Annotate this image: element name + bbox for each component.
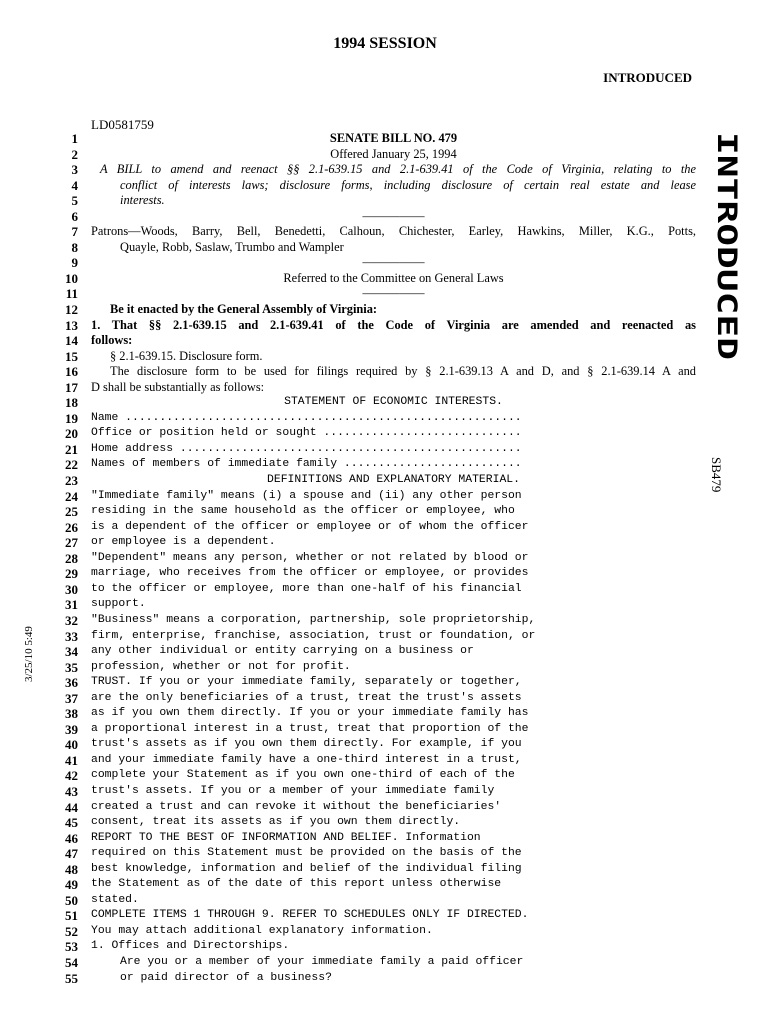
line-text: or paid director of a business?: [120, 971, 332, 984]
line-number: 34: [65, 644, 78, 660]
line-text: Offered January 25, 1994: [330, 146, 457, 161]
line-number: 44: [65, 799, 78, 815]
bill-line: [0, 800, 770, 816]
line-text: "Dependent" means any person, whether or not related by blood or: [91, 551, 529, 564]
line-number: 31: [65, 597, 78, 613]
line-number: 48: [65, 861, 78, 877]
line-text: trust's assets as if you own them directly. For example, if you: [91, 738, 522, 751]
line-number: 18: [65, 395, 78, 411]
bill-line: [0, 955, 770, 971]
line-number: 38: [65, 706, 78, 722]
line-text: Referred to the Committee on General Laws: [283, 270, 504, 285]
line-text: —————: [362, 208, 425, 223]
line-number: 21: [65, 441, 78, 457]
bill-line: [0, 178, 770, 194]
bill-line: [0, 271, 770, 287]
bill-line: [0, 457, 770, 473]
line-number: 54: [65, 954, 78, 970]
line-text: trust's assets. If you or a member of your immediate family: [91, 784, 495, 797]
line-number: 4: [71, 177, 78, 193]
bill-line: [0, 613, 770, 629]
line-number: 28: [65, 550, 78, 566]
bill-line: [0, 815, 770, 831]
bill-line: [0, 442, 770, 458]
bill-line: [0, 255, 770, 271]
line-text: TRUST. If you or your immediate family, separately or together,: [91, 676, 522, 689]
bill-line: [0, 971, 770, 987]
bill-line: [0, 473, 770, 489]
bill-line: [0, 737, 770, 753]
line-text: Name ..........................................................: [91, 411, 522, 424]
line-text: to the officer or employee, more than one-half of his financial: [91, 582, 522, 595]
timestamp-text: 3/25/10 5:49: [23, 626, 35, 682]
line-text: You may attach additional explanatory information.: [91, 924, 433, 937]
line-number: 1: [71, 131, 78, 146]
line-text: as if you own them directly. If you or your immediate family has: [91, 707, 529, 720]
bill-line: [0, 846, 770, 862]
bill-line: [0, 644, 770, 660]
line-number: 43: [65, 783, 78, 799]
bill-line: [0, 489, 770, 505]
line-text: and your immediate family have a one-third interest in a trust,: [91, 753, 522, 766]
bill-line: [0, 318, 770, 334]
line-text: DEFINITIONS AND EXPLANATORY MATERIAL.: [267, 474, 520, 487]
bill-line: [0, 209, 770, 225]
bill-line: [0, 504, 770, 520]
bill-line: [0, 147, 770, 163]
line-number: 2: [71, 146, 78, 162]
line-text: is a dependent of the officer or employee or of whom the officer: [91, 520, 529, 533]
vertical-status-text: INTRODUCED: [711, 132, 742, 295]
line-number: 26: [65, 519, 78, 535]
line-number: 23: [65, 473, 78, 489]
bill-line: [0, 629, 770, 645]
line-number: 16: [65, 364, 78, 380]
bill-line: [0, 862, 770, 878]
line-number: 55: [65, 970, 78, 986]
line-text: D shall be substantially as follows:: [91, 379, 265, 394]
line-text: conflict of interests laws; disclosure forms, including disclosure of certain real estate and lease: [120, 177, 696, 192]
bill-line: [0, 768, 770, 784]
bill-line: [0, 224, 770, 240]
line-text: best knowledge, information and belief of the individual filing: [91, 862, 522, 875]
line-text: follows:: [91, 333, 133, 348]
bill-line: [0, 706, 770, 722]
line-text: Be it enacted by the General Assembly of Virginia:: [110, 302, 378, 317]
line-number: 50: [65, 892, 78, 908]
line-number: 37: [65, 690, 78, 706]
line-text: complete your Statement as if you own one-third of each of the: [91, 769, 515, 782]
line-text: Patrons—Woods, Barry, Bell, Benedetti, Calhoun, Chichester, Earley, Hawkins, Miller, K.G., Potts,: [91, 224, 696, 239]
line-text: "Business" means a corporation, partnership, sole proprietorship,: [91, 613, 536, 626]
line-number: 49: [65, 877, 78, 893]
bill-line: [0, 395, 770, 411]
line-number: 14: [65, 333, 78, 349]
bill-line: [0, 240, 770, 256]
line-number: 12: [65, 302, 78, 318]
bill-line: [0, 535, 770, 551]
line-number: 52: [65, 923, 78, 939]
line-text: The disclosure form to be used for filings required by § 2.1-639.13 A and D, and § 2.1-639.14 A and: [110, 364, 696, 379]
line-number: 11: [65, 286, 78, 302]
line-number: 8: [71, 239, 78, 255]
line-text: 1. That §§ 2.1-639.15 and 2.1-639.41 of the Code of Virginia are amended and reenacted as: [91, 317, 696, 332]
line-number: 22: [65, 457, 78, 473]
line-number: 3: [71, 162, 78, 178]
bill-line: [0, 831, 770, 847]
line-number: 42: [65, 768, 78, 784]
bill-line: [0, 784, 770, 800]
line-number: 39: [65, 721, 78, 737]
bill-line: [0, 908, 770, 924]
line-text: —————: [362, 286, 425, 301]
ld-number: LD0581759: [91, 117, 154, 132]
bill-line: [0, 380, 770, 396]
line-number: 46: [65, 830, 78, 846]
line-text: a proportional interest in a trust, treat that proportion of the: [91, 722, 529, 735]
line-number: 10: [65, 270, 78, 286]
line-text: STATEMENT OF ECONOMIC INTERESTS.: [284, 396, 503, 409]
line-number: 7: [71, 224, 78, 240]
line-number: 45: [65, 815, 78, 831]
line-number: 35: [65, 659, 78, 675]
bill-line: [0, 411, 770, 427]
line-text: any other individual or entity carrying on a business or: [91, 645, 474, 658]
line-text: are the only beneficiaries of a trust, treat the trust's assets: [91, 691, 522, 704]
bill-line: [0, 551, 770, 567]
line-text: the Statement as of the date of this report unless otherwise: [91, 878, 502, 891]
bill-line: [0, 877, 770, 893]
line-text: support.: [91, 598, 146, 611]
bill-line: [0, 131, 770, 147]
bill-line: [0, 675, 770, 691]
line-text: COMPLETE ITEMS 1 THROUGH 9. REFER TO SCHEDULES ONLY IF DIRECTED.: [91, 909, 529, 922]
bill-line: [0, 582, 770, 598]
line-text: REPORT TO THE BEST OF INFORMATION AND BELIEF. Information: [91, 831, 481, 844]
line-number: 15: [65, 348, 78, 364]
line-number: 9: [71, 255, 78, 271]
line-text: residing in the same household as the officer or employee, who: [91, 505, 515, 518]
line-text: marriage, who receives from the officer or employee, or provides: [91, 567, 529, 580]
line-number: 30: [65, 581, 78, 597]
line-text: SENATE BILL NO. 479: [329, 131, 458, 145]
line-number: 47: [65, 846, 78, 862]
bill-line: [0, 333, 770, 349]
bill-id-text: SB479: [709, 457, 724, 493]
line-text: firm, enterprise, franchise, association, trust or foundation, or: [91, 629, 536, 642]
line-text: —————: [362, 255, 425, 270]
line-number: 17: [65, 379, 78, 395]
bill-body: [0, 131, 770, 986]
bill-line: [0, 660, 770, 676]
bill-line: [0, 286, 770, 302]
line-text: Office or position held or sought .............................: [91, 427, 522, 440]
bill-line: [0, 364, 770, 380]
line-number: 40: [65, 737, 78, 753]
line-number: 25: [65, 504, 78, 520]
line-number: 51: [65, 908, 78, 924]
line-text: A BILL to amend and reenact §§ 2.1-639.15 and 2.1-639.41 of the Code of Virginia, relating to the: [100, 162, 696, 177]
bill-line: [0, 722, 770, 738]
bill-line: [0, 597, 770, 613]
status-label: INTRODUCED: [603, 70, 692, 85]
bill-line: [0, 349, 770, 365]
bill-line: [0, 566, 770, 582]
line-number: 24: [65, 488, 78, 504]
line-text: 1. Offices and Directorships.: [91, 940, 290, 953]
bill-line: [0, 753, 770, 769]
bill-line: [0, 691, 770, 707]
bill-line: [0, 426, 770, 442]
line-number: 19: [65, 410, 78, 426]
line-text: profession, whether or not for profit.: [91, 660, 351, 673]
bill-line: [0, 520, 770, 536]
line-number: 41: [65, 752, 78, 768]
session-title: 1994 SESSION: [333, 35, 437, 52]
bill-line: [0, 924, 770, 940]
line-text: or employee is a dependent.: [91, 536, 276, 549]
line-text: Quayle, Robb, Saslaw, Trumbo and Wampler: [120, 239, 344, 254]
line-text: § 2.1-639.15. Disclosure form.: [110, 348, 263, 363]
line-number: 32: [65, 612, 78, 628]
line-number: 33: [65, 628, 78, 644]
line-number: 20: [65, 426, 78, 442]
line-text: Home address ..................................................: [91, 442, 522, 455]
line-text: Are you or a member of your immediate family a paid officer: [120, 955, 524, 968]
line-number: 6: [71, 208, 78, 224]
line-text: required on this Statement must be provided on the basis of the: [91, 847, 522, 860]
line-text: Names of members of immediate family ..........................: [91, 458, 522, 471]
line-number: 53: [65, 939, 78, 955]
line-number: 29: [65, 566, 78, 582]
line-text: interests.: [120, 193, 165, 208]
bill-line: [0, 893, 770, 909]
line-text: created a trust and can revoke it without the beneficiaries': [91, 800, 502, 813]
line-text: consent, treat its assets as if you own them directly.: [91, 816, 461, 829]
line-number: 27: [65, 535, 78, 551]
line-text: stated.: [91, 893, 139, 906]
line-number: 13: [65, 317, 78, 333]
bill-line: [0, 939, 770, 955]
line-number: 5: [71, 193, 78, 209]
bill-line: [0, 302, 770, 318]
line-text: "Immediate family" means (i) a spouse and (ii) any other person: [91, 489, 522, 502]
bill-line: [0, 193, 770, 209]
line-number: 36: [65, 675, 78, 691]
bill-line: [0, 162, 770, 178]
